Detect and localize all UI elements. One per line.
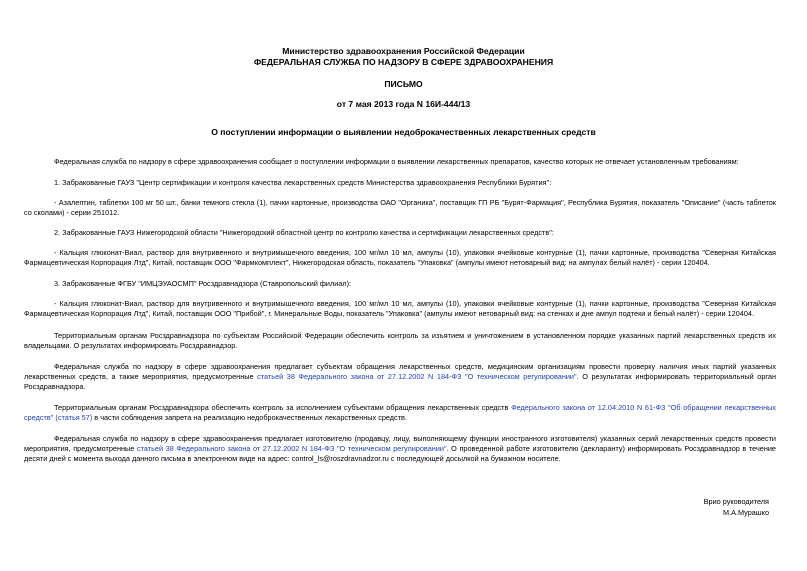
document-type: ПИСЬМО [384,79,423,89]
signature-position: Врио руководителя [703,497,769,506]
document-date: от 7 мая 2013 года N 16И-444/13 [336,99,471,109]
signature-name: М.А.Мурашко [722,508,769,517]
law-61-article57-link[interactable]: (статья 57) [55,413,93,422]
item3-heading: 3. Забракованные ФГБУ "ИМЦЭУАОСМП" Росздравнадзора (Ставропольский филиал): [54,279,352,288]
subjects-text-end: . О результатах информировать территориальный орган Росздравнадзора. [24,372,776,391]
law-184-article38-link[interactable]: статьей 38 Федерального закона от 27.12.2002 N 184-ФЗ "О техническом регулировании" [257,372,577,381]
law-184-article38-link-2[interactable]: статьей 38 Федерального закона от 27.12.2002 N 184-ФЗ "О техническом регулировании" [136,444,447,453]
document-subject: О поступлении информации о выявлении недоброкачественных лекарственных средств [211,127,596,137]
control-text-start: Территориальным органам Росздравнадзора обеспечить контроль за исполнением субъектами обращения лекарственных средств [54,403,512,412]
ministry-name: Министерство здравоохранения Российской Федерации [282,46,525,56]
control-text-end: в части соблюдения запрета на реализацию недоброкачественных лекарственных средств. [92,413,407,422]
territorial-paragraph: Территориальным органам Росздравнадзора по субъектам Российской Федерации обеспечить контроль за изъятием и уничтожением в установленном порядке указанных партий лекарственных средств их владельцами. О результатах информировать Росздравнадзор. [24,331,776,350]
manufacturer-paragraph [24,434,776,464]
subjects-paragraph [24,362,776,392]
subjects-text-start: Федеральная служба по надзору в сфере здравоохранения предлагает субъектам обращения лекарственных средств, медицинским организациям провести проверку наличия иных партий указанных лекарственных средств, а также мероприятия, предусмотренные [24,362,776,381]
item2-detail: - Кальция глюконат-Виал, раствор для внутривенного и внутримышечного введения, 100 мг/мл 10 мл, ампулы (10), упаковки ячейковые контурные (1), пачки картонные, производства "Северная Китайская Фармацевтическая Корпорация Лтд", Китай, поставщик ООО "Фармкомплект", Нижегородская область, показатель "Упаковка" (ампулы имеют нетоварный вид: на ампулах белый налёт) - серии 120404. [24,248,776,267]
item1-detail: - Азалептин, таблетки 100 мг 50 шт., банки темного стекла (1), пачки картонные, производства ОАО "Органика", поставщик ГП РБ "Бурят-Фармация", Республика Бурятия, показатель "Описание" (часть таблеток со сколами) - серии 251012. [24,198,776,217]
manufacturer-text-start: Федеральная служба по надзору в сфере здравоохранения предлагает изготовителю (продавцу, лицу, выполняющему функции иностранного изготовителя) указанных серий лекарственных средств провести мероприятия, предусмотренные [24,434,776,453]
service-name: ФЕДЕРАЛЬНАЯ СЛУЖБА ПО НАДЗОРУ В СФЕРЕ ЗДРАВООХРАНЕНИЯ [253,57,554,67]
control-paragraph [24,403,776,423]
item1-heading: 1. Забракованные ГАУЗ "Центр сертификации и контроля качества лекарственных средств Министерства здравоохранения Республики Бурятия": [54,178,552,187]
item3-detail: - Кальция глюконат-Виал, раствор для внутривенного и внутримышечного введения, 100 мг/мл 10 мл, ампулы (10), упаковки ячейковые контурные (1), пачки картонные, производства "Северная Китайская Фармацевтическая Корпорация Лтд", Китай, поставщик ООО "Прибой", г. Минеральные Воды, показатель "Упаковка" (ампулы имеют нетоварный вид: на стенках и дне ампул подтеки и белый налёт) - серии 120404. [24,299,776,318]
law-61-link[interactable]: Федерального закона от 12.04.2010 N 61-ФЗ "Об обращении лекарственных средств" [24,403,777,422]
intro-paragraph: Федеральная служба по надзору в сфере здравоохранения сообщает о поступлении информации о выявлении лекарственных препаратов, качество которых не отвечает установленным требованиям: [54,157,739,166]
item2-heading: 2. Забракованные ГАУЗ Нижегородской области "Нижегородский областной центр по контролю качества и сертификации лекарственных средств": [54,228,554,237]
manufacturer-text-end: . О проведенной работе изготовителю (декларанту) информировать Росздравнадзор в течение десяти дней с момента выхода данного письма в электронном виде на адрес: control_ls@roszdravnadzor.ru с последующей досылкой на бумажном носителе. [24,444,776,463]
